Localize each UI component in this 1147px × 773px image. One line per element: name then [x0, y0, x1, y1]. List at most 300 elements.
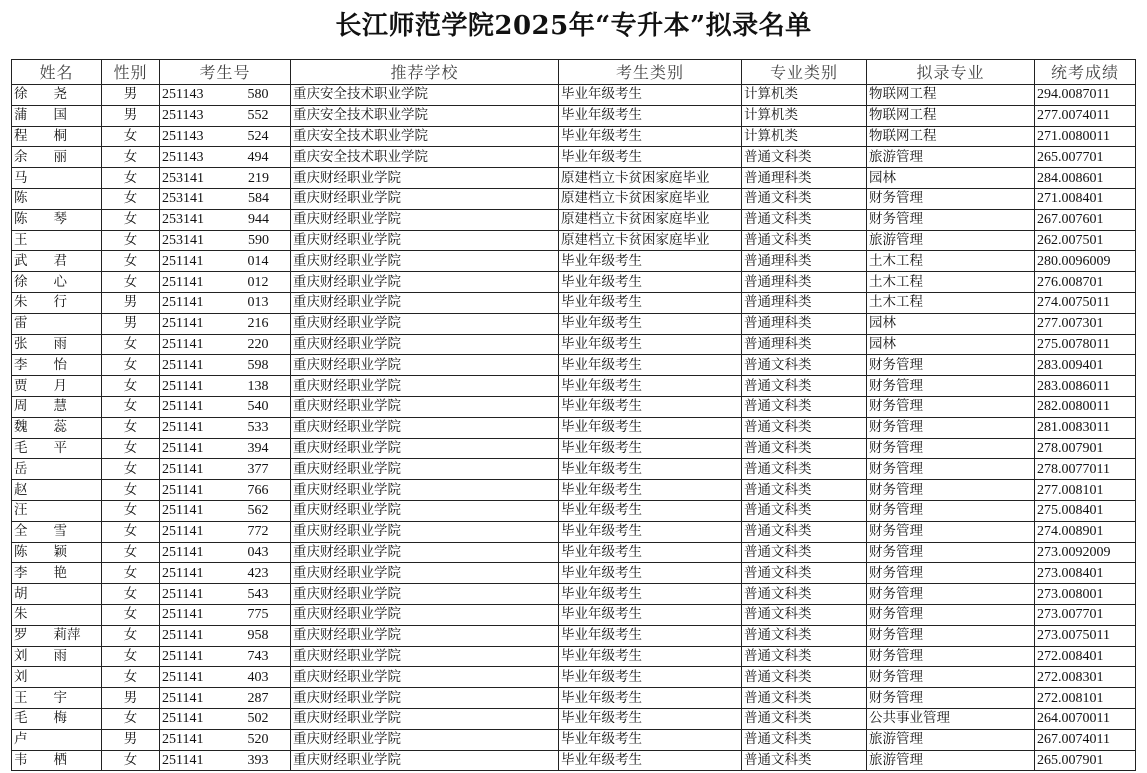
name-first-char: 武 — [14, 252, 28, 269]
cell-gender: 男 — [102, 688, 160, 709]
header-gender: 性别 — [102, 60, 160, 85]
cell-exam-score: 278.0077011 — [1035, 459, 1136, 480]
cell-candidate-category: 毕业年级考生 — [559, 292, 742, 313]
cell-gender: 女 — [102, 604, 160, 625]
cell-school: 重庆财经职业学院 — [291, 251, 559, 272]
id-prefix: 251141 — [162, 544, 204, 560]
id-suffix: 393 — [247, 752, 269, 768]
cell-candidate-id — [160, 563, 291, 584]
table-row — [12, 105, 1136, 126]
cell-candidate-category: 毕业年级考生 — [559, 750, 742, 771]
cell-admitted-major: 财务管理 — [867, 688, 1035, 709]
cell-name — [12, 105, 102, 126]
cell-candidate-id — [160, 105, 291, 126]
id-suffix: 543 — [247, 586, 269, 602]
cell-gender: 女 — [102, 500, 160, 521]
cell-exam-score: 265.007901 — [1035, 750, 1136, 771]
cell-admitted-major: 财务管理 — [867, 396, 1035, 417]
cell-admitted-major: 园林 — [867, 313, 1035, 334]
name-rest: 慧 — [53, 398, 67, 415]
name-first-char: 李 — [14, 356, 28, 373]
name-first-char: 李 — [14, 564, 28, 581]
id-suffix: 216 — [247, 316, 269, 332]
cell-exam-score: 272.008101 — [1035, 688, 1136, 709]
id-suffix: 012 — [247, 274, 269, 290]
cell-school: 重庆财经职业学院 — [291, 376, 559, 397]
cell-exam-score: 273.007701 — [1035, 604, 1136, 625]
cell-candidate-id — [160, 168, 291, 189]
admission-roster-table — [11, 59, 1136, 771]
cell-major-type: 普通文科类 — [742, 521, 867, 542]
cell-candidate-category: 毕业年级考生 — [559, 417, 742, 438]
cell-major-type: 普通文科类 — [742, 480, 867, 501]
cell-major-type: 普通文科类 — [742, 188, 867, 209]
cell-candidate-id — [160, 188, 291, 209]
cell-major-type: 普通文科类 — [742, 396, 867, 417]
cell-exam-score: 273.0092009 — [1035, 542, 1136, 563]
cell-candidate-id — [160, 126, 291, 147]
cell-major-type: 普通文科类 — [742, 500, 867, 521]
table-row — [12, 251, 1136, 272]
cell-candidate-id — [160, 396, 291, 417]
header-admitted-major: 拟录专业 — [867, 60, 1035, 85]
name-rest: 莉萍 — [53, 627, 81, 644]
cell-major-type: 普通理科类 — [742, 292, 867, 313]
id-suffix: 220 — [247, 336, 269, 352]
id-suffix: 403 — [247, 669, 269, 685]
cell-major-type: 计算机类 — [742, 126, 867, 147]
cell-candidate-id — [160, 376, 291, 397]
table-row — [12, 334, 1136, 355]
cell-name — [12, 292, 102, 313]
cell-school: 重庆财经职业学院 — [291, 459, 559, 480]
name-first-char: 雷 — [14, 315, 28, 332]
cell-major-type: 普通理科类 — [742, 251, 867, 272]
id-prefix: 253141 — [162, 170, 204, 186]
cell-name — [12, 417, 102, 438]
cell-admitted-major: 旅游管理 — [867, 750, 1035, 771]
cell-exam-score: 277.0074011 — [1035, 105, 1136, 126]
cell-exam-score: 283.0086011 — [1035, 376, 1136, 397]
name-rest: 怡 — [53, 356, 67, 373]
name-first-char: 徐 — [14, 273, 28, 290]
name-rest: 行 — [53, 294, 67, 311]
cell-school: 重庆财经职业学院 — [291, 188, 559, 209]
cell-admitted-major: 财务管理 — [867, 667, 1035, 688]
cell-candidate-category: 毕业年级考生 — [559, 355, 742, 376]
id-prefix: 251143 — [162, 87, 204, 103]
cell-candidate-id — [160, 209, 291, 230]
cell-candidate-category: 毕业年级考生 — [559, 542, 742, 563]
cell-exam-score: 271.0080011 — [1035, 126, 1136, 147]
table-row — [12, 209, 1136, 230]
cell-gender: 女 — [102, 438, 160, 459]
cell-gender: 女 — [102, 334, 160, 355]
table-row — [12, 417, 1136, 438]
name-first-char: 朱 — [14, 606, 28, 623]
cell-admitted-major: 财务管理 — [867, 480, 1035, 501]
id-prefix: 251141 — [162, 482, 204, 498]
cell-admitted-major: 财务管理 — [867, 355, 1035, 376]
table-row — [12, 230, 1136, 251]
cell-school: 重庆财经职业学院 — [291, 708, 559, 729]
cell-admitted-major: 土木工程 — [867, 272, 1035, 293]
table-row — [12, 396, 1136, 417]
cell-name — [12, 480, 102, 501]
cell-school: 重庆财经职业学院 — [291, 521, 559, 542]
cell-candidate-id — [160, 729, 291, 750]
id-prefix: 251141 — [162, 586, 204, 602]
cell-exam-score: 284.008601 — [1035, 168, 1136, 189]
table-row — [12, 604, 1136, 625]
name-first-char: 程 — [14, 127, 28, 144]
id-prefix: 251143 — [162, 128, 204, 144]
id-suffix: 287 — [247, 690, 269, 706]
table-row — [12, 292, 1136, 313]
cell-candidate-category: 毕业年级考生 — [559, 667, 742, 688]
name-first-char: 余 — [14, 148, 28, 165]
name-first-char: 徐 — [14, 86, 28, 103]
id-prefix: 251143 — [162, 108, 204, 124]
cell-name — [12, 646, 102, 667]
id-suffix: 013 — [247, 295, 269, 311]
id-prefix: 251141 — [162, 440, 204, 456]
cell-admitted-major: 公共事业管理 — [867, 708, 1035, 729]
cell-candidate-id — [160, 521, 291, 542]
header-name: 姓名 — [12, 60, 102, 85]
cell-admitted-major: 财务管理 — [867, 625, 1035, 646]
cell-candidate-id — [160, 667, 291, 688]
cell-candidate-id — [160, 708, 291, 729]
cell-candidate-category: 毕业年级考生 — [559, 604, 742, 625]
cell-candidate-id — [160, 417, 291, 438]
cell-name — [12, 272, 102, 293]
cell-name — [12, 604, 102, 625]
cell-exam-score: 283.009401 — [1035, 355, 1136, 376]
cell-exam-score: 273.0075011 — [1035, 625, 1136, 646]
cell-gender: 女 — [102, 708, 160, 729]
cell-gender: 女 — [102, 355, 160, 376]
id-prefix: 251141 — [162, 628, 204, 644]
id-prefix: 251141 — [162, 461, 204, 477]
name-rest: 雨 — [53, 335, 67, 352]
name-first-char: 王 — [14, 689, 28, 706]
cell-candidate-category: 毕业年级考生 — [559, 105, 742, 126]
table-row — [12, 126, 1136, 147]
id-suffix: 540 — [247, 399, 269, 415]
cell-gender: 男 — [102, 313, 160, 334]
cell-major-type: 普通文科类 — [742, 625, 867, 646]
cell-gender: 女 — [102, 750, 160, 771]
cell-candidate-category: 毕业年级考生 — [559, 251, 742, 272]
id-suffix: 520 — [247, 732, 269, 748]
cell-exam-score: 281.0083011 — [1035, 417, 1136, 438]
table-row — [12, 584, 1136, 605]
header-candidate-id: 考生号 — [160, 60, 291, 85]
id-suffix: 598 — [247, 357, 269, 373]
cell-name — [12, 147, 102, 168]
cell-gender: 女 — [102, 272, 160, 293]
cell-exam-score: 272.008301 — [1035, 667, 1136, 688]
cell-major-type: 普通文科类 — [742, 750, 867, 771]
cell-candidate-category: 毕业年级考生 — [559, 313, 742, 334]
cell-gender: 女 — [102, 417, 160, 438]
cell-school: 重庆财经职业学院 — [291, 500, 559, 521]
name-rest: 梅 — [53, 710, 67, 727]
cell-exam-score: 276.008701 — [1035, 272, 1136, 293]
cell-exam-score: 273.008001 — [1035, 584, 1136, 605]
name-first-char: 蒲 — [14, 107, 28, 124]
cell-name — [12, 563, 102, 584]
cell-admitted-major: 旅游管理 — [867, 147, 1035, 168]
id-prefix: 253141 — [162, 232, 204, 248]
id-suffix: 766 — [247, 482, 269, 498]
name-rest: 宇 — [53, 689, 67, 706]
cell-admitted-major: 物联网工程 — [867, 85, 1035, 106]
id-prefix: 251141 — [162, 336, 204, 352]
cell-exam-score: 275.0078011 — [1035, 334, 1136, 355]
id-suffix: 775 — [247, 607, 269, 623]
cell-gender: 男 — [102, 729, 160, 750]
id-suffix: 423 — [247, 565, 269, 581]
name-rest: 君 — [53, 252, 67, 269]
cell-major-type: 普通文科类 — [742, 230, 867, 251]
cell-candidate-category: 毕业年级考生 — [559, 500, 742, 521]
cell-gender: 女 — [102, 521, 160, 542]
name-first-char: 周 — [14, 398, 28, 415]
cell-candidate-id — [160, 480, 291, 501]
cell-major-type: 计算机类 — [742, 85, 867, 106]
cell-major-type: 普通文科类 — [742, 667, 867, 688]
cell-candidate-id — [160, 542, 291, 563]
cell-admitted-major: 财务管理 — [867, 500, 1035, 521]
cell-name — [12, 168, 102, 189]
id-prefix: 251141 — [162, 420, 204, 436]
cell-candidate-id — [160, 334, 291, 355]
table-row — [12, 500, 1136, 521]
cell-school: 重庆财经职业学院 — [291, 230, 559, 251]
table-row — [12, 272, 1136, 293]
id-prefix: 251141 — [162, 253, 204, 269]
id-suffix: 502 — [247, 711, 269, 727]
cell-name — [12, 584, 102, 605]
cell-candidate-category: 毕业年级考生 — [559, 334, 742, 355]
cell-admitted-major: 园林 — [867, 168, 1035, 189]
cell-candidate-id — [160, 313, 291, 334]
cell-major-type: 普通理科类 — [742, 334, 867, 355]
cell-school: 重庆财经职业学院 — [291, 209, 559, 230]
id-suffix: 219 — [248, 170, 269, 186]
cell-admitted-major: 财务管理 — [867, 417, 1035, 438]
cell-candidate-category: 毕业年级考生 — [559, 646, 742, 667]
cell-gender: 女 — [102, 584, 160, 605]
cell-major-type: 普通理科类 — [742, 272, 867, 293]
table-row — [12, 480, 1136, 501]
cell-gender: 女 — [102, 625, 160, 646]
cell-name — [12, 438, 102, 459]
name-rest: 尧 — [53, 86, 67, 103]
name-first-char: 罗 — [14, 627, 28, 644]
cell-admitted-major: 财务管理 — [867, 646, 1035, 667]
id-suffix: 958 — [247, 628, 269, 644]
document-title: 长江师范学院2025年“专升本”拟录名单 — [335, 11, 812, 41]
cell-exam-score: 278.007901 — [1035, 438, 1136, 459]
name-rest: 月 — [53, 377, 67, 394]
id-prefix: 251141 — [162, 316, 204, 332]
cell-name — [12, 521, 102, 542]
id-suffix: 043 — [247, 544, 269, 560]
cell-candidate-category: 毕业年级考生 — [559, 480, 742, 501]
cell-exam-score: 277.008101 — [1035, 480, 1136, 501]
id-suffix: 014 — [247, 253, 269, 269]
id-prefix: 251141 — [162, 524, 204, 540]
cell-major-type: 普通文科类 — [742, 209, 867, 230]
table-row — [12, 355, 1136, 376]
cell-name — [12, 313, 102, 334]
name-rest: 平 — [53, 439, 67, 456]
cell-candidate-category: 毕业年级考生 — [559, 625, 742, 646]
name-rest: 丽 — [53, 148, 67, 165]
table-row — [12, 521, 1136, 542]
cell-name — [12, 688, 102, 709]
cell-candidate-id — [160, 500, 291, 521]
name-first-char: 刘 — [14, 647, 28, 664]
id-prefix: 251141 — [162, 607, 204, 623]
cell-name — [12, 667, 102, 688]
table-row — [12, 188, 1136, 209]
cell-school: 重庆安全技术职业学院 — [291, 85, 559, 106]
cell-major-type: 普通文科类 — [742, 688, 867, 709]
name-rest: 琴 — [53, 211, 67, 228]
cell-admitted-major: 财务管理 — [867, 604, 1035, 625]
cell-school: 重庆财经职业学院 — [291, 563, 559, 584]
cell-gender: 男 — [102, 85, 160, 106]
name-first-char: 王 — [14, 231, 28, 248]
name-rest: 艳 — [53, 564, 67, 581]
cell-admitted-major: 财务管理 — [867, 376, 1035, 397]
cell-admitted-major: 旅游管理 — [867, 230, 1035, 251]
cell-name — [12, 188, 102, 209]
cell-admitted-major: 财务管理 — [867, 521, 1035, 542]
table-header-row — [12, 60, 1136, 85]
cell-gender: 女 — [102, 646, 160, 667]
cell-exam-score: 274.008901 — [1035, 521, 1136, 542]
id-prefix: 251141 — [162, 357, 204, 373]
cell-major-type: 普通文科类 — [742, 355, 867, 376]
name-rest: 栖 — [53, 751, 67, 768]
name-first-char: 刘 — [14, 668, 28, 685]
cell-gender: 女 — [102, 209, 160, 230]
cell-candidate-id — [160, 646, 291, 667]
cell-gender: 男 — [102, 292, 160, 313]
id-suffix: 533 — [247, 420, 269, 436]
cell-candidate-id — [160, 438, 291, 459]
id-prefix: 251141 — [162, 399, 204, 415]
id-prefix: 251141 — [162, 690, 204, 706]
cell-school: 重庆财经职业学院 — [291, 417, 559, 438]
id-prefix: 251141 — [162, 752, 204, 768]
name-rest: 蕊 — [53, 419, 67, 436]
cell-gender: 女 — [102, 251, 160, 272]
cell-gender: 女 — [102, 126, 160, 147]
cell-candidate-id — [160, 584, 291, 605]
cell-candidate-category: 毕业年级考生 — [559, 147, 742, 168]
id-prefix: 253141 — [162, 191, 204, 207]
cell-major-type: 计算机类 — [742, 105, 867, 126]
id-suffix: 494 — [247, 149, 269, 165]
cell-gender: 女 — [102, 667, 160, 688]
table-row — [12, 563, 1136, 584]
cell-name — [12, 209, 102, 230]
table-row — [12, 750, 1136, 771]
cell-major-type: 普通文科类 — [742, 147, 867, 168]
cell-exam-score: 294.0087011 — [1035, 85, 1136, 106]
name-first-char: 陈 — [14, 543, 28, 560]
cell-school: 重庆财经职业学院 — [291, 438, 559, 459]
id-prefix: 251143 — [162, 149, 204, 165]
cell-candidate-category: 毕业年级考生 — [559, 563, 742, 584]
cell-admitted-major: 土木工程 — [867, 251, 1035, 272]
id-suffix: 590 — [248, 232, 269, 248]
cell-exam-score: 272.008401 — [1035, 646, 1136, 667]
name-rest: 雪 — [53, 523, 67, 540]
cell-gender: 女 — [102, 188, 160, 209]
table-row — [12, 147, 1136, 168]
name-first-char: 陈 — [14, 211, 28, 228]
cell-admitted-major: 财务管理 — [867, 584, 1035, 605]
cell-candidate-category: 毕业年级考生 — [559, 85, 742, 106]
id-suffix: 552 — [247, 108, 269, 124]
cell-candidate-id — [160, 272, 291, 293]
cell-candidate-id — [160, 625, 291, 646]
cell-candidate-id — [160, 750, 291, 771]
table-body — [12, 85, 1136, 771]
cell-major-type: 普通文科类 — [742, 376, 867, 397]
cell-gender: 女 — [102, 230, 160, 251]
cell-major-type: 普通文科类 — [742, 563, 867, 584]
name-first-char: 张 — [14, 335, 28, 352]
table-row — [12, 85, 1136, 106]
cell-candidate-category: 毕业年级考生 — [559, 729, 742, 750]
cell-major-type: 普通文科类 — [742, 708, 867, 729]
cell-exam-score: 277.007301 — [1035, 313, 1136, 334]
cell-candidate-id — [160, 85, 291, 106]
name-first-char: 岳 — [14, 460, 28, 477]
cell-major-type: 普通理科类 — [742, 168, 867, 189]
cell-candidate-id — [160, 230, 291, 251]
cell-name — [12, 625, 102, 646]
cell-school: 重庆财经职业学院 — [291, 542, 559, 563]
cell-school: 重庆财经职业学院 — [291, 646, 559, 667]
cell-candidate-category: 毕业年级考生 — [559, 521, 742, 542]
table-row — [12, 542, 1136, 563]
id-prefix: 251141 — [162, 295, 204, 311]
name-first-char: 汪 — [14, 502, 28, 519]
cell-candidate-category: 原建档立卡贫困家庭毕业 — [559, 168, 742, 189]
cell-candidate-category: 原建档立卡贫困家庭毕业 — [559, 209, 742, 230]
cell-gender: 女 — [102, 480, 160, 501]
name-rest: 桐 — [53, 127, 67, 144]
cell-exam-score: 282.0080011 — [1035, 396, 1136, 417]
cell-school: 重庆财经职业学院 — [291, 334, 559, 355]
id-suffix: 584 — [248, 191, 269, 207]
id-prefix: 251141 — [162, 274, 204, 290]
cell-admitted-major: 土木工程 — [867, 292, 1035, 313]
cell-school: 重庆财经职业学院 — [291, 396, 559, 417]
cell-name — [12, 500, 102, 521]
cell-school: 重庆安全技术职业学院 — [291, 126, 559, 147]
id-prefix: 251141 — [162, 648, 204, 664]
